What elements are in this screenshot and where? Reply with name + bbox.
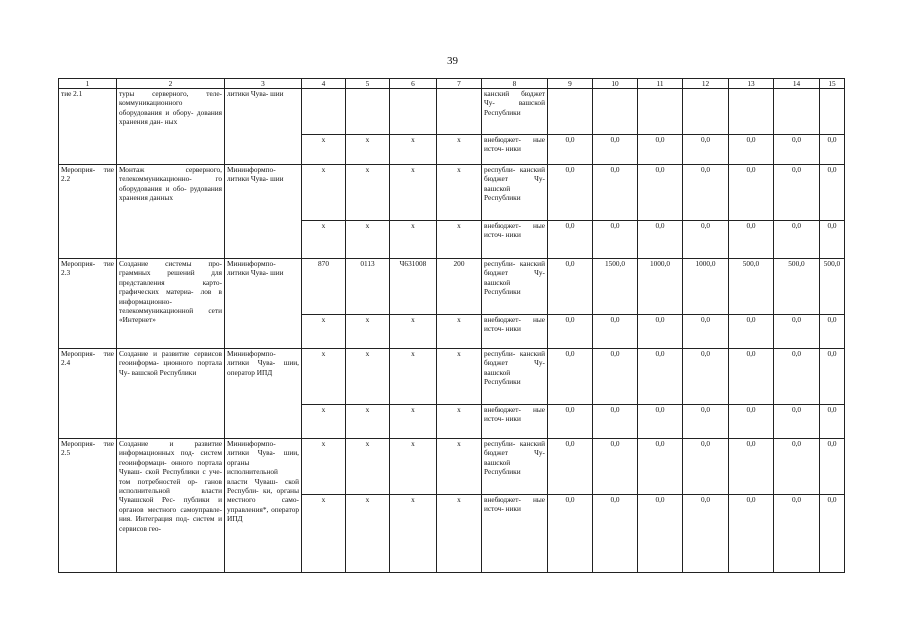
funding-amount-cell: 0,0 (729, 439, 774, 495)
funding-amount-cell: 0,0 (683, 349, 729, 405)
funding-amount-cell: 500,0 (774, 259, 820, 315)
funding-source-cell: республи- канский бюджет Чу- вашской Республики (482, 439, 548, 495)
funding-source-cell: внебюджет- ные источ- ники (482, 221, 548, 259)
column-number-header: 1 (59, 79, 117, 89)
funding-amount-cell: 0,0 (820, 315, 845, 349)
activity-number-cell: Мероприя- тие 2.4 (59, 349, 117, 439)
budget-code-expense-type-cell: x (437, 165, 482, 221)
budget-code-grbs-cell: x (302, 439, 346, 495)
budget-code-section-cell: x (346, 165, 390, 221)
funding-amount-cell: 0,0 (548, 165, 593, 221)
funding-amount-cell: 0,0 (593, 221, 638, 259)
funding-amount-cell (638, 89, 683, 135)
budget-code-section-cell: x (346, 495, 390, 573)
activity-name-cell: туры серверного, теле- коммуникационного оборудования и обору- дования хранения дан- ных (117, 89, 225, 165)
budget-code-target-item-cell: Ч631008 (390, 259, 437, 315)
budget-code-section-cell: x (346, 135, 390, 165)
column-number-header: 8 (482, 79, 548, 89)
column-number-header: 3 (225, 79, 302, 89)
funding-amount-cell: 0,0 (638, 221, 683, 259)
budget-code-grbs-cell: 870 (302, 259, 346, 315)
budget-code-expense-type-cell: x (437, 405, 482, 439)
funding-amount-cell: 0,0 (683, 135, 729, 165)
funding-amount-cell: 0,0 (774, 405, 820, 439)
budget-code-section-cell: 0113 (346, 259, 390, 315)
funding-amount-cell: 0,0 (774, 135, 820, 165)
budget-code-target-item-cell: x (390, 439, 437, 495)
funding-amount-cell: 0,0 (774, 221, 820, 259)
funding-source-cell: внебюджет- ные источ- ники (482, 405, 548, 439)
funding-amount-cell: 1500,0 (593, 259, 638, 315)
budget-code-target-item-cell: x (390, 221, 437, 259)
budget-code-expense-type-cell: x (437, 315, 482, 349)
funding-amount-cell: 0,0 (729, 315, 774, 349)
budget-code-expense-type-cell (437, 89, 482, 135)
budget-code-section-cell: x (346, 315, 390, 349)
column-number-header: 5 (346, 79, 390, 89)
budget-code-target-item-cell: x (390, 135, 437, 165)
budget-code-expense-type-cell: x (437, 135, 482, 165)
budget-code-target-item-cell: x (390, 495, 437, 573)
funding-amount-cell: 0,0 (548, 221, 593, 259)
funding-source-cell: республи- канский бюджет Чу- вашской Республики (482, 259, 548, 315)
funding-amount-cell: 0,0 (548, 495, 593, 573)
budget-code-target-item-cell: x (390, 165, 437, 221)
funding-amount-cell: 0,0 (729, 405, 774, 439)
budget-code-grbs-cell: x (302, 495, 346, 573)
budget-code-section-cell: x (346, 405, 390, 439)
funding-amount-cell: 0,0 (548, 405, 593, 439)
funding-amount-cell: 0,0 (774, 315, 820, 349)
responsible-executor-cell: Мининформпо- литики Чува- шии (225, 165, 302, 259)
activity-name-cell: Создание системы про- граммных решений для представления карто- графических материа- лов в информационно- телекоммуникационной сети «Интернет» (117, 259, 225, 349)
funding-amount-cell: 0,0 (729, 135, 774, 165)
funding-source-cell: внебюджет- ные источ- ники (482, 495, 548, 573)
budget-code-grbs-cell: x (302, 221, 346, 259)
budget-code-grbs-cell: x (302, 135, 346, 165)
funding-source-cell: канский бюджет Чу- вашской Республики (482, 89, 548, 135)
funding-amount-cell: 0,0 (820, 439, 845, 495)
funding-amount-cell: 0,0 (593, 135, 638, 165)
column-number-header: 14 (774, 79, 820, 89)
column-number-header: 4 (302, 79, 346, 89)
budget-code-expense-type-cell: x (437, 439, 482, 495)
budget-code-section-cell (346, 89, 390, 135)
column-number-header: 11 (638, 79, 683, 89)
column-number-header: 2 (117, 79, 225, 89)
funding-amount-cell: 0,0 (638, 315, 683, 349)
budget-code-expense-type-cell: x (437, 221, 482, 259)
activity-number-cell: Мероприя- тие 2.3 (59, 259, 117, 349)
budget-code-expense-type-cell: x (437, 495, 482, 573)
funding-amount-cell: 0,0 (593, 315, 638, 349)
funding-amount-cell: 0,0 (820, 405, 845, 439)
funding-amount-cell: 0,0 (683, 439, 729, 495)
funding-amount-cell: 0,0 (820, 135, 845, 165)
funding-amount-cell: 0,0 (729, 495, 774, 573)
funding-amount-cell: 0,0 (774, 165, 820, 221)
budget-code-grbs-cell: x (302, 315, 346, 349)
responsible-executor-cell: Мининформпо- литики Чува- шии (225, 259, 302, 349)
funding-amount-cell (683, 89, 729, 135)
funding-amount-cell: 1000,0 (638, 259, 683, 315)
responsible-executor-cell: Мининформпо- литики Чува- шии, органы исполнительной власти Чуваш- ской Республи- ки, органы местного само- управления*, оператор ИПД (225, 439, 302, 573)
funding-amount-cell: 0,0 (729, 221, 774, 259)
activity-number-cell: Мероприя- тие 2.2 (59, 165, 117, 259)
responsible-executor-cell: литики Чува- шии (225, 89, 302, 165)
budget-code-section-cell: x (346, 439, 390, 495)
funding-source-cell: республи- канский бюджет Чу- вашской Республики (482, 349, 548, 405)
program-activities-table (58, 78, 845, 573)
funding-amount-cell: 0,0 (774, 495, 820, 573)
column-number-header: 12 (683, 79, 729, 89)
funding-amount-cell: 0,0 (820, 349, 845, 405)
funding-amount-cell: 0,0 (729, 165, 774, 221)
funding-amount-cell: 0,0 (638, 135, 683, 165)
funding-source-cell: внебюджет- ные источ- ники (482, 135, 548, 165)
funding-amount-cell (548, 89, 593, 135)
column-number-header: 13 (729, 79, 774, 89)
activity-name-cell: Создание и развитие сервисов геоинформа- ционного портала Чу- вашской Республики (117, 349, 225, 439)
funding-amount-cell (774, 89, 820, 135)
table-row (59, 89, 845, 135)
activity-name-cell: Создание и развитие информационных под- систем геоинформаци- онного портала Чуваш- ской Республики с уче- том потребностей ор- ганов исполнительной власти Чувашской Рес- публики и органов местного самоуправле- ния. Интеграция под- систем и сервисов гео- (117, 439, 225, 573)
budget-code-grbs-cell: x (302, 165, 346, 221)
funding-amount-cell: 0,0 (683, 221, 729, 259)
funding-amount-cell: 0,0 (593, 405, 638, 439)
column-number-header: 7 (437, 79, 482, 89)
funding-amount-cell: 0,0 (729, 349, 774, 405)
funding-source-cell: республи- канский бюджет Чу- вашской Республики (482, 165, 548, 221)
budget-code-expense-type-cell: 200 (437, 259, 482, 315)
table-row (59, 349, 845, 405)
funding-amount-cell: 0,0 (683, 405, 729, 439)
budget-code-section-cell: x (346, 349, 390, 405)
funding-amount-cell: 0,0 (683, 495, 729, 573)
funding-amount-cell: 0,0 (548, 439, 593, 495)
funding-amount-cell: 0,0 (820, 165, 845, 221)
budget-code-target-item-cell: x (390, 315, 437, 349)
funding-amount-cell: 0,0 (638, 349, 683, 405)
table-row (59, 165, 845, 221)
budget-code-target-item-cell (390, 89, 437, 135)
funding-amount-cell (820, 89, 845, 135)
funding-amount-cell: 0,0 (820, 495, 845, 573)
budget-code-section-cell: x (346, 221, 390, 259)
funding-amount-cell: 500,0 (729, 259, 774, 315)
funding-amount-cell: 0,0 (593, 495, 638, 573)
funding-amount-cell: 0,0 (774, 349, 820, 405)
funding-amount-cell: 0,0 (638, 405, 683, 439)
funding-amount-cell: 0,0 (593, 439, 638, 495)
funding-amount-cell: 0,0 (593, 349, 638, 405)
table-row (59, 439, 845, 495)
budget-code-target-item-cell: x (390, 349, 437, 405)
funding-amount-cell: 0,0 (683, 165, 729, 221)
column-number-header-row (59, 79, 845, 89)
funding-amount-cell: 1000,0 (683, 259, 729, 315)
column-number-header: 9 (548, 79, 593, 89)
funding-amount-cell: 0,0 (548, 349, 593, 405)
activity-number-cell: Мероприя- тие 2.5 (59, 439, 117, 573)
budget-code-grbs-cell: x (302, 349, 346, 405)
budget-code-grbs-cell (302, 89, 346, 135)
budget-code-grbs-cell: x (302, 405, 346, 439)
funding-amount-cell (729, 89, 774, 135)
funding-amount-cell: 0,0 (638, 165, 683, 221)
page-number: 39 (447, 55, 458, 67)
funding-amount-cell: 0,0 (638, 495, 683, 573)
funding-amount-cell: 0,0 (683, 315, 729, 349)
table-row (59, 259, 845, 315)
funding-source-cell: внебюджет- ные источ- ники (482, 315, 548, 349)
funding-amount-cell: 500,0 (820, 259, 845, 315)
activity-number-cell: тие 2.1 (59, 89, 117, 165)
funding-amount-cell: 0,0 (548, 259, 593, 315)
funding-amount-cell: 0,0 (820, 221, 845, 259)
funding-amount-cell (593, 89, 638, 135)
funding-amount-cell: 0,0 (548, 315, 593, 349)
column-number-header: 15 (820, 79, 845, 89)
funding-amount-cell: 0,0 (638, 439, 683, 495)
budget-code-target-item-cell: x (390, 405, 437, 439)
column-number-header: 10 (593, 79, 638, 89)
funding-amount-cell: 0,0 (548, 135, 593, 165)
budget-code-expense-type-cell: x (437, 349, 482, 405)
responsible-executor-cell: Мининформпо- литики Чува- шии, оператор ИПД (225, 349, 302, 439)
funding-amount-cell: 0,0 (774, 439, 820, 495)
activity-name-cell: Монтаж серверного, телекоммуникационно- го оборудования и обо- рудования хранения данных (117, 165, 225, 259)
funding-amount-cell: 0,0 (593, 165, 638, 221)
column-number-header: 6 (390, 79, 437, 89)
